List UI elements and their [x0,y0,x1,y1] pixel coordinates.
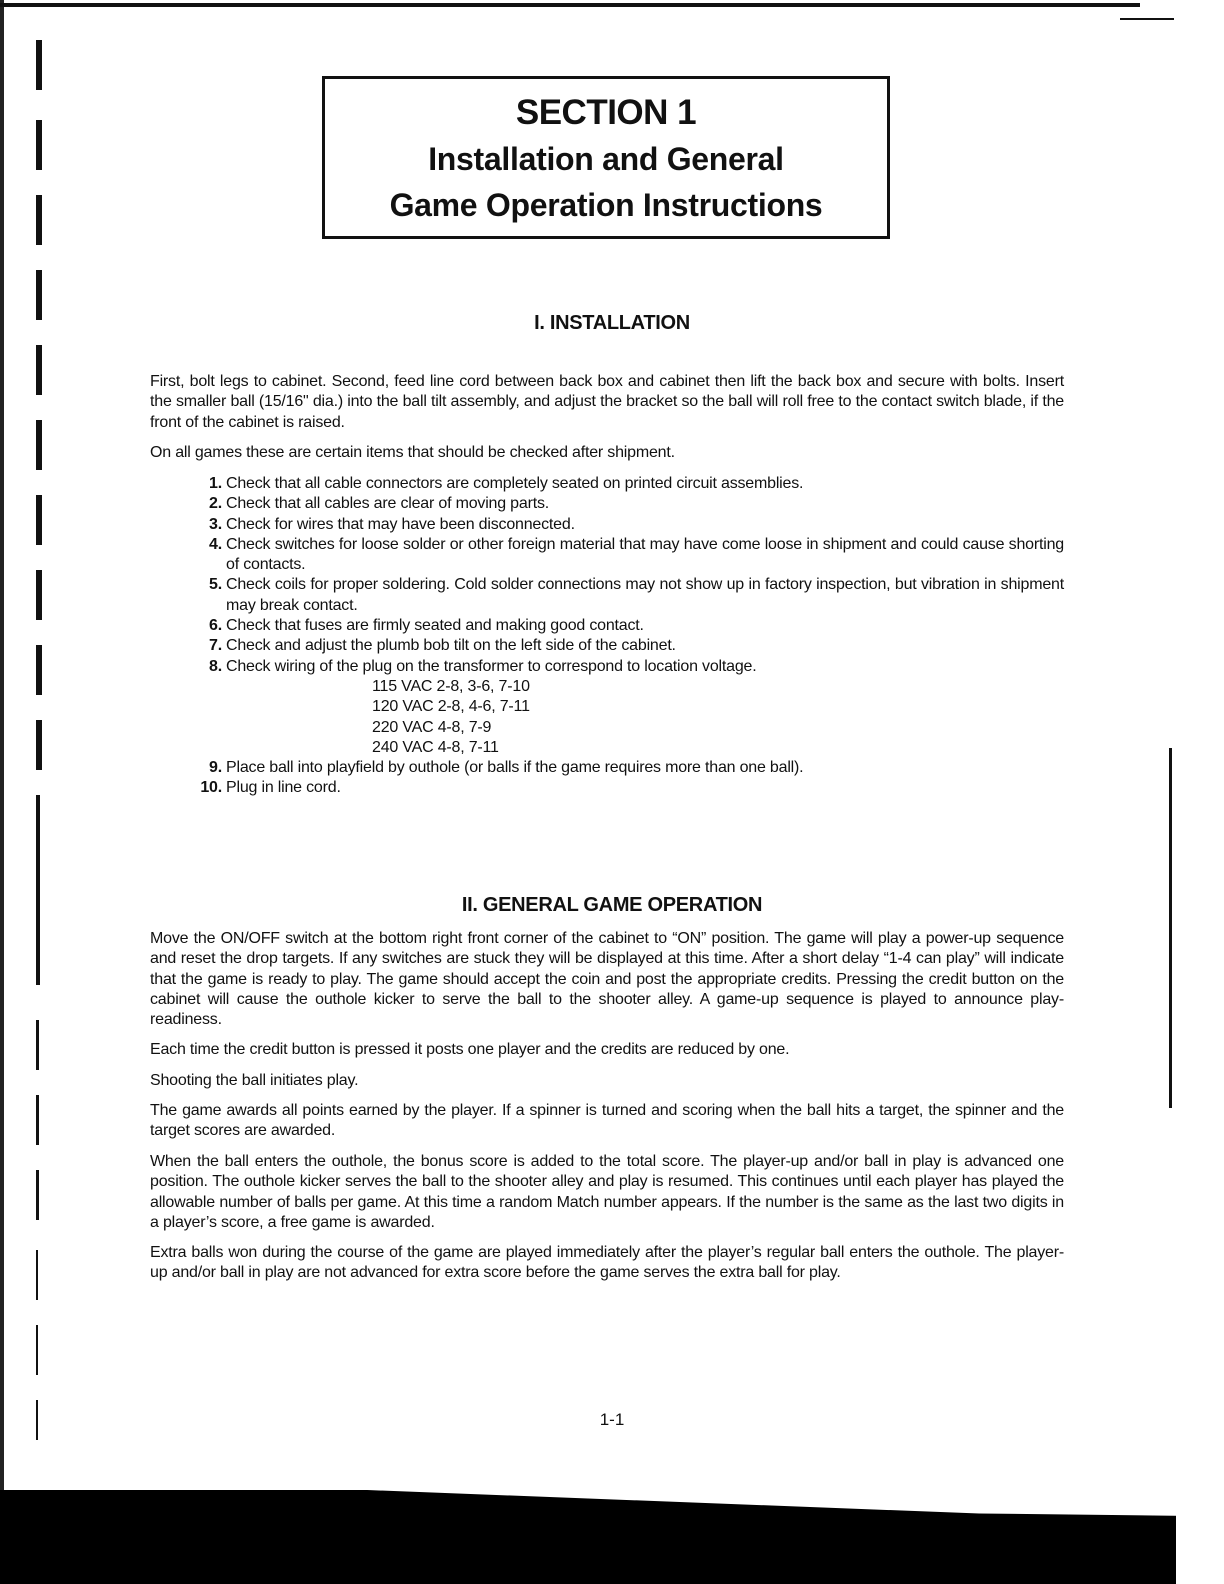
item-text: Place ball into playfield by outhole (or balls if the game requires more than one ball). [226,759,804,777]
binder-hole-mark [36,1095,39,1145]
item-number: 1. [209,475,222,492]
section-number: SECTION 1 [515,93,697,132]
binder-hole-mark [36,720,42,770]
scan-bottom-shadow [0,1490,1224,1584]
item-number: 8. [209,657,222,675]
item-number: 4. [209,535,222,553]
installation-paragraph: First, bolt legs to cabinet. Second, feed line cord between back box and cabinet then lift the back box and secure with bolts. Insert the smaller ball (15/16" dia.) into the ball tilt assembly, and adjust the bracket so the ball will roll free to the contact switch blade, if the front of the cabinet is raised. [150,373,1064,431]
checklist-item [150,575,1064,616]
checklist-item [150,636,1064,656]
item-number: 10. [200,779,222,797]
checklist-item [150,474,1064,494]
binder-hole-mark [36,570,42,620]
operation-heading: II. GENERAL GAME OPERATION [461,894,763,916]
binder-hole-mark [36,40,42,90]
installation-heading: I. INSTALLATION [534,312,690,334]
item-text: Check that all cable connectors are completely seated on printed circuit assemblies. [226,475,804,492]
item-text: Check and adjust the plumb bob tilt on the left side of the cabinet. [226,637,676,655]
operation-paragraph: Each time the credit button is pressed it posts one player and the credits are reduced by one. [150,1041,790,1058]
binder-hole-mark [36,1250,38,1300]
checklist-item [150,657,1064,677]
item-number: 3. [209,515,222,533]
operation-paragraph: The game awards all points earned by the player. If a spinner is turned and scoring when the ball hits a target, the spinner and the target scores are awarded. [150,1102,1064,1140]
binder-hole-mark [36,1325,38,1375]
binder-hole-mark [36,195,42,245]
checklist-item [150,616,1064,636]
installation-paragraph: On all games these are certain items that should be checked after shipment. [150,444,675,461]
checklist-item [150,778,1064,798]
scan-top-rule [0,3,1140,7]
scan-right-mark [1169,748,1172,1108]
scan-top-mark [1120,18,1174,20]
operation-paragraph: Extra balls won during the course of the game are played immediately after the player’s regular ball enters the outhole. The player-up and/or ball in play are not advanced for extra score before the game serves the extra ball for play. [150,1244,1064,1282]
binder-hole-mark [36,1020,39,1070]
section-title-box [322,76,890,239]
item-text: Check for wires that may have been disconnected. [226,515,575,533]
binder-hole-mark [36,120,42,170]
item-text: Check that fuses are firmly seated and making good contact. [226,617,644,635]
operation-paragraph: Move the ON/OFF switch at the bottom right front corner of the cabinet to “ON” position. The game will play a power-up sequence and reset the drop targets. If any switches are stuck they will be displayed at this time. After a short delay “1-4 can play” will indicate that the game is ready to play. The game should accept the coin and post the appropriate credits. Pressing the credit button on the cabinet will cause the outhole kicker to serve the ball to the shooter alley. A game-up sequence is played to announce play-readiness. [150,930,1064,1029]
binder-hole-mark [36,495,42,545]
item-number: 2. [209,495,222,513]
scan-left-edge [0,0,4,1584]
scan-right-margin [1176,0,1224,1584]
voltage-row: 220 VAC 4-8, 7-9 [372,718,492,736]
checklist [150,474,1064,799]
item-number: 6. [209,617,222,635]
item-text: Check switches for loose solder or other foreign material that may have come loose in shipment and could cause shorting of contacts. [226,535,1064,574]
item-text: Check coils for proper soldering. Cold solder connections may not show up in factory inspection, but vibration in shipment may break contact. [226,576,1064,614]
operation-paragraph: Shooting the ball initiates play. [150,1072,359,1089]
section-title-line2: Game Operation Instructions [389,187,823,223]
item-text: Plug in line cord. [226,779,341,797]
checklist-item [150,535,1064,576]
binder-hole-mark [36,420,42,470]
item-text: Check wiring of the plug on the transformer to correspond to location voltage. [226,657,757,675]
binder-hole-mark [36,645,42,695]
item-number: 7. [209,637,222,655]
operation-paragraph: When the ball enters the outhole, the bonus score is added to the total score. The player-up and/or ball in play is advanced one position. The outhole kicker serves the ball to the shooter alley and play is resumed. This continues until each player has played the allowable number of balls per game. At this time a random Match number appears. If the number is the same as the last two digits in a player’s score, a free game is awarded. [150,1153,1064,1231]
checklist-item [150,758,1064,778]
voltage-row: 240 VAC 4-8, 7-11 [372,738,499,756]
section-title-line1: Installation and General [428,141,784,177]
voltage-row: 115 VAC 2-8, 3-6, 7-10 [372,677,530,695]
binder-hole-mark [36,345,42,395]
binder-hole-mark [36,1170,39,1220]
binder-hole-mark [36,795,40,985]
voltage-row: 120 VAC 2-8, 4-6, 7-11 [372,698,530,716]
item-text: Check that all cables are clear of moving parts. [226,495,550,513]
checklist-item [150,515,1064,535]
checklist-item [150,494,1064,514]
item-number: 9. [209,759,222,777]
item-number: 5. [209,576,222,594]
page-number: 1-1 [599,1410,625,1429]
